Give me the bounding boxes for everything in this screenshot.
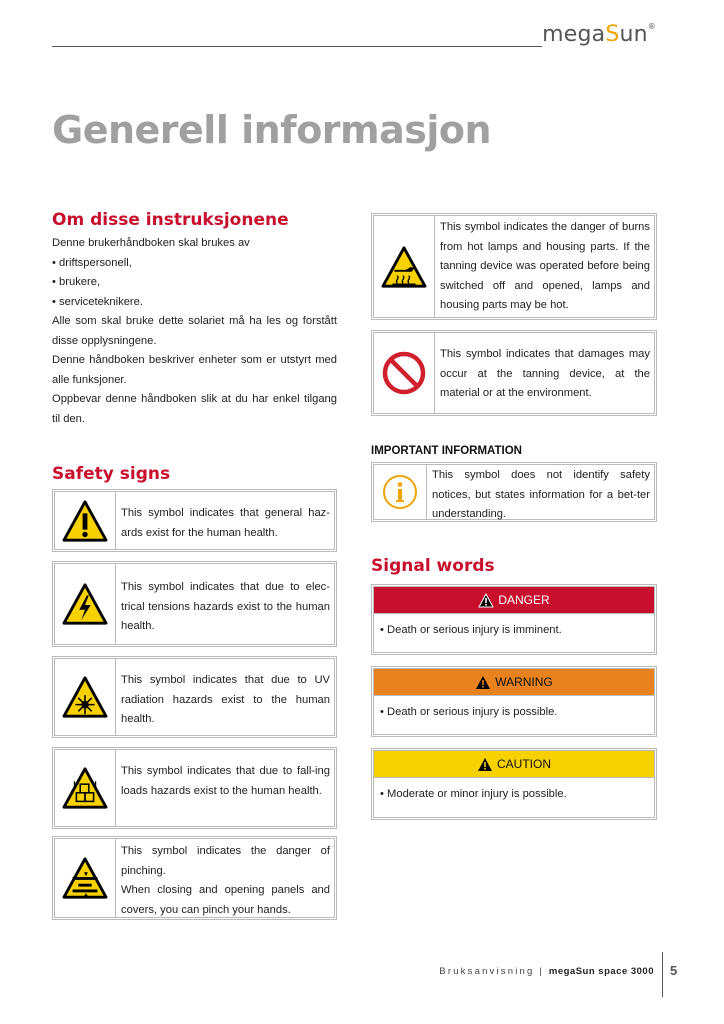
pinch-text-1: This symbol indicates the danger of pinching. xyxy=(121,845,330,877)
hot-surface-icon xyxy=(374,216,435,317)
safety-sign-text: This symbol indicates that due to UV radiation hazards exist to the human health. xyxy=(121,674,330,725)
safety-sign-text: This symbol indicates the danger of burns from hot lamps and housing parts. If the tanning device was operated before being switched off and opened, lamps and housing parts may be hot. xyxy=(440,221,650,311)
about-p2: Alle som skal bruke dette solariet må ha les og forstått disse opplysningene. xyxy=(52,315,337,347)
signal-danger xyxy=(371,584,657,655)
falling-load-icon xyxy=(55,750,116,826)
danger-label: DANGER xyxy=(498,593,550,607)
bullet-item: • driftspersonell, xyxy=(52,256,132,269)
footer-text: Bruksanvisning | megaSun space 3000 xyxy=(439,966,654,977)
safety-sign-text: This symbol indicates that due to elec-trical tensions hazards exist to the human health. xyxy=(121,581,330,632)
footer-divider xyxy=(662,952,663,997)
safety-sign-text: This symbol indicates that damages may occur at the tanning device, at the material or at the environment. xyxy=(440,348,650,399)
about-p4: Oppbevar denne håndboken slik at du har enkel tilgang til den. xyxy=(52,393,337,425)
bullet-item: • brukere, xyxy=(52,276,101,288)
safety-sign-general xyxy=(52,489,337,552)
safety-heading: Safety signs xyxy=(52,464,171,484)
safety-sign-text: This symbol indicates that general haz-ards exist for the human health. xyxy=(121,507,330,539)
pinch-text-2: When closing and opening panels and covers, you can pinch your hands. xyxy=(121,884,330,916)
warning-text: • Death or serious injury is possible. xyxy=(380,706,558,718)
about-text xyxy=(52,234,337,429)
important-info-label: IMPORTANT INFORMATION xyxy=(371,445,522,457)
danger-bar xyxy=(374,587,654,614)
safety-sign-burns xyxy=(371,213,657,320)
safety-sign-damage xyxy=(371,330,657,416)
safety-sign-uv xyxy=(52,656,337,738)
page-number: 5 xyxy=(670,963,678,978)
safety-sign-electric xyxy=(52,561,337,647)
caution-text: • Moderate or minor injury is possible. xyxy=(380,788,567,800)
signal-heading: Signal words xyxy=(371,556,495,576)
danger-text: • Death or serious injury is imminent. xyxy=(380,624,562,636)
megasun-logo: megaSun® xyxy=(542,22,656,47)
warning-icon xyxy=(475,675,491,690)
footer-product: megaSun space 3000 xyxy=(548,966,654,977)
safety-sign-falling xyxy=(52,747,337,829)
general-hazard-warning-icon xyxy=(55,492,116,549)
signal-caution xyxy=(371,748,657,820)
about-p3: Denne håndboken beskriver enheter som er utstyrt med alle funksjoner. xyxy=(52,354,337,386)
electrical-hazard-icon xyxy=(55,564,116,644)
pinching-hazard-icon xyxy=(55,839,116,917)
about-line1: Denne brukerhåndboken skal brukes av xyxy=(52,237,250,249)
warning-bar xyxy=(374,669,654,696)
warning-label: WARNING xyxy=(495,675,553,689)
safety-sign-text xyxy=(116,839,334,917)
uv-radiation-icon xyxy=(55,659,116,735)
page-title: Generell informasjon xyxy=(52,108,492,152)
safety-sign-text: This symbol indicates that due to fall-ing loads hazards exist to the human health. xyxy=(121,765,330,797)
info-box xyxy=(371,462,657,522)
header-rule xyxy=(52,46,542,47)
safety-sign-pinch xyxy=(52,836,337,920)
caution-label: CAUTION xyxy=(497,757,551,771)
signal-warning xyxy=(371,666,657,737)
info-icon xyxy=(374,465,427,519)
caution-bar xyxy=(374,751,654,778)
danger-warning-icon xyxy=(478,593,494,608)
info-text: This symbol does not identify safety notices, but states information for a bet-ter understanding. xyxy=(432,469,650,520)
prohibition-icon xyxy=(374,333,435,413)
about-heading: Om disse instruksjonene xyxy=(52,210,289,230)
caution-icon xyxy=(477,757,493,772)
footer-manual: Bruksanvisning xyxy=(439,966,535,977)
bullet-item: • serviceteknikere. xyxy=(52,295,143,308)
